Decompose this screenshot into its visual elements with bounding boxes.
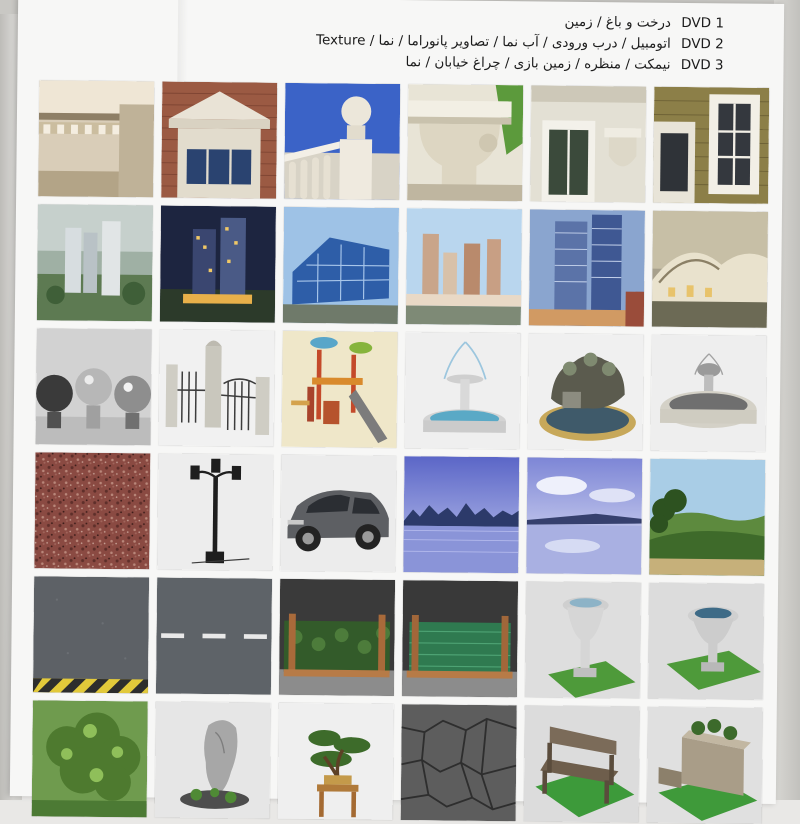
dvd-2-items: اتومبیل / درب ورودی / آب نما / تصاویر پانوراما / نما / Texture [316,32,671,52]
thumb-facade-cornice [38,80,154,197]
thumb-stone-bench-detail [407,84,523,201]
thumb-suv-car [280,455,396,572]
thumb-round-fountain [650,335,766,452]
thumb-material-spheres [36,328,152,445]
sheet-fold-shadow [177,0,188,88]
thumb-brick-pediment-window [161,82,277,199]
thumb-glass-building [283,207,399,324]
thumb-hedge-fence [279,579,395,696]
thumb-city-skyline [406,208,522,325]
thumb-forest-landscape [649,459,765,576]
thumb-bonsai-tree [278,703,394,820]
dvd-1-label: DVD 1 [681,15,724,31]
dvd-3-items: نیمکت / منظره / زمین بازی / چراغ خیابان / نما [405,54,670,73]
thumb-tiered-fountain [404,332,520,449]
thumb-panorama-sky [526,457,642,574]
thumbnail-grid [32,80,769,804]
dvd-2-label: DVD 2 [681,36,724,52]
catalog-sheet [10,0,784,804]
thumb-granite-texture [34,452,150,569]
thumb-towers-night [160,206,276,323]
thumb-asphalt-road [33,576,149,693]
dvd-3-line [203,50,723,76]
thumb-pedestal-fountain [525,581,641,698]
thumb-iron-gate [159,330,275,447]
thumb-road-dashed-line [156,577,272,694]
thumb-panorama-hills [403,456,519,573]
thumb-bird-bath [648,583,764,700]
thumb-street-lamp [157,454,273,571]
dvd-3-label: DVD 3 [681,57,724,73]
dvd-1-items: درخت و باغ / زمین [565,14,672,31]
thumb-window-with-bracket [530,85,646,202]
thumb-curved-roof-building [652,211,768,328]
dvd-contents-list [203,8,724,76]
thumb-rock-planter [155,701,271,818]
thumb-cracked-stone-texture [401,704,517,821]
thumb-twin-towers-aerial [37,204,153,321]
thumb-playground [282,331,398,448]
thumb-wooden-bench [524,705,640,822]
thumb-hedge-fence-green [402,580,518,697]
thumb-balustrade-ball-finial [284,83,400,200]
thumb-brick-wall-window [653,87,769,204]
thumb-planter-bench [647,707,763,824]
thumb-rock-fountain [527,333,643,450]
thumb-tall-glass-towers [529,209,645,326]
